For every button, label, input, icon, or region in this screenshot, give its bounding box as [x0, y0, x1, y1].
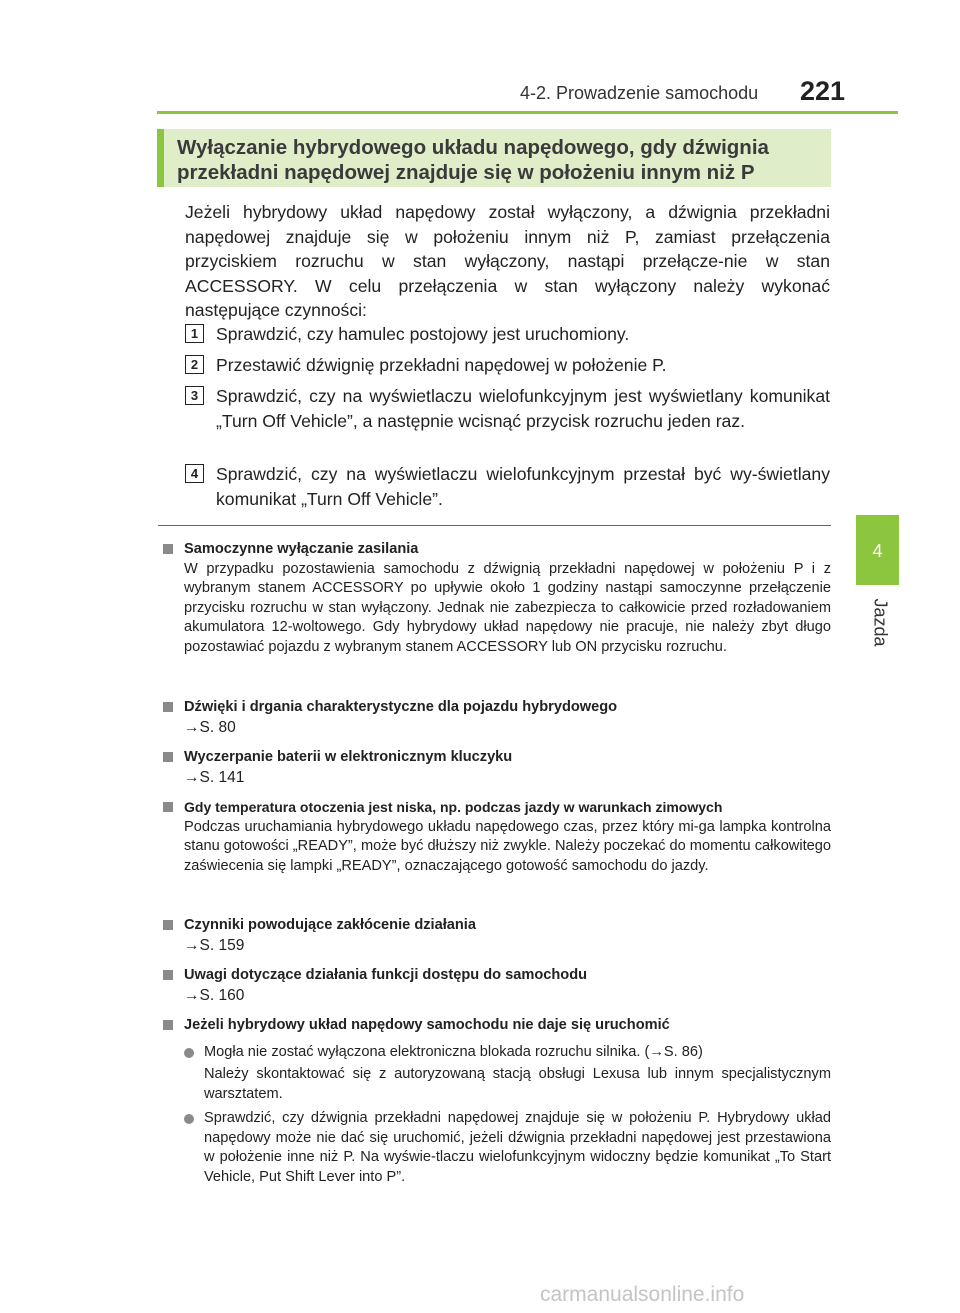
sub-bullet-text: Sprawdzić, czy dźwignia przekładni napędowej znajduje się w położeniu P. Hybrydowy układ napędowy może nie dać się uruchomić, jeżeli dźwignia przekładni napędowej jest przestawiona w położenie inne niż P. Na wyświe-tlaczu wielofunkcyjnym widoczny będzie komunikat „To Start Vehicle, Put Shift Lever into P”. [204, 1110, 831, 1185]
note-auto-power-off [158, 540, 831, 657]
note-heading-text: Samoczynne wyłączanie zasilania [184, 541, 419, 557]
section-heading: Wyłączanie hybrydowego układu napędowego, gdy dźwignia przekładni napędowej znajduje się w położeniu innym niż P [177, 136, 769, 184]
section-title: 4-2. Prowadzenie samochodu [520, 83, 759, 103]
chapter-label-text: Jazda [870, 598, 891, 647]
note-heading [158, 1016, 831, 1036]
sub-bullet-immobilizer [158, 1043, 831, 1063]
step-text: Sprawdzić, czy hamulec postojowy jest uruchomiony. [216, 324, 630, 344]
step-text: Sprawdzić, czy na wyświetlaczu wielofunkcyjnym przestał być wy-świetlany komunikat „Turn Off Vehicle”. [216, 464, 830, 509]
note-heading [158, 798, 831, 818]
note-heading-text: Uwagi dotyczące działania funkcji dostępu do samochodu [184, 967, 588, 983]
page-reference: →S. 159 [184, 936, 245, 954]
note-body: Podczas uruchamiania hybrydowego układu napędowego czas, przez który mi-ga lampka kontrolna stanu gotowości „READY”, może być dłuższy niż zwykle. Należy poczekać do momentu całkowitego zaświecenia się lampki „READY”, oznaczającego gotowość samochodu do jazdy. [184, 818, 831, 874]
note-heading-text: Gdy temperatura otoczenia jest niska, np. podczas jazdy w warunkach zimowych [184, 799, 723, 815]
chapter-tab [856, 515, 899, 585]
step-number: 1 [185, 324, 204, 343]
note-body: W przypadku pozostawienia samochodu z dźwignią przekładni napędowej w położeniu P i z wybranym stanem ACCESSORY po upływie około 1 godziny nastąpi samoczynne przełączenie przycisku rozruchu w stan wyłączony. Jednak nie zabezpiecza to całkowicie przed rozładowaniem akumulatora 12-woltowego. Gdy hybrydowy układ napędowy nie pracuje, nie należy zbyt długo pozostawiać pojazdu z wybranym stanem ACCESSORY lub ON przycisku rozruchu. [184, 560, 831, 655]
square-bullet-icon [163, 920, 173, 930]
note-wont-start [158, 1016, 831, 1187]
note-hybrid-sounds [158, 698, 831, 737]
chapter-label [868, 592, 891, 652]
note-heading-text: Dźwięki i drgania charakterystyczne dla pojazdu hybrydowego [184, 699, 618, 715]
note-heading [158, 748, 831, 768]
step-number: 3 [185, 386, 204, 405]
note-key-battery [158, 748, 831, 787]
intro-paragraph: Jeżeli hybrydowy układ napędowy został wyłączony, a dźwignia przekładni napędowej znajduje się w położeniu innym niż P, zamiast przełączenia przyciskiem rozruchu w stan wyłączony, nastąpi przełącze-nie w stan ACCESSORY. W celu przełączenia w stan wyłączony należy wykonać następujące czynności: [185, 202, 830, 320]
note-heading [158, 540, 831, 560]
section-divider [158, 525, 831, 526]
step-text: Przestawić dźwignię przekładni napędowej w położenie P. [216, 355, 667, 375]
header-rule [157, 111, 898, 114]
note-heading-text: Czynniki powodujące zakłócenie działania [184, 917, 476, 933]
watermark: carmanualsonline.info [540, 1283, 745, 1306]
square-bullet-icon [163, 1020, 173, 1030]
step-1 [185, 322, 830, 347]
round-bullet-icon [184, 1048, 194, 1058]
note-access-function [158, 966, 831, 1005]
note-heading-text: Wyczerpanie baterii w elektronicznym kluczyku [184, 749, 513, 765]
square-bullet-icon [163, 802, 173, 812]
note-low-temperature [158, 798, 831, 876]
note-interference [158, 916, 831, 955]
section-heading-box [157, 129, 831, 187]
step-number: 2 [185, 355, 204, 374]
page-reference: →S. 160 [184, 986, 245, 1004]
sub-bullet-followup: Należy skontaktować się z autoryzowaną stacją obsługi Lexusa lub innym specjalistycznym warsztatem. [204, 1066, 831, 1102]
step-text: Sprawdzić, czy na wyświetlaczu wielofunkcyjnym jest wyświetlany komunikat „Turn Off Vehicle”, a następnie wcisnąć przycisk rozruchu jeden raz. [216, 386, 830, 431]
step-number: 4 [185, 464, 204, 483]
square-bullet-icon [163, 702, 173, 712]
page-number: 221 [800, 76, 846, 106]
page-reference: →S. 80 [184, 718, 236, 736]
round-bullet-icon [184, 1114, 194, 1124]
chapter-number: 4 [872, 541, 883, 561]
heading-accent-bar [157, 129, 164, 187]
step-2 [185, 353, 830, 378]
step-3 [185, 384, 830, 433]
square-bullet-icon [163, 752, 173, 762]
square-bullet-icon [163, 970, 173, 980]
sub-bullet-shift-lever [158, 1109, 831, 1187]
note-heading [158, 698, 831, 718]
note-heading-text: Jeżeli hybrydowy układ napędowy samochodu nie daje się uruchomić [184, 1017, 670, 1033]
sub-bullet-text: Mogła nie zostać wyłączona elektroniczna blokada rozruchu silnika. (→S. 86) [204, 1043, 703, 1060]
page-reference: →S. 141 [184, 768, 245, 786]
square-bullet-icon [163, 544, 173, 554]
note-heading [158, 966, 831, 986]
step-4 [185, 462, 830, 511]
note-heading [158, 916, 831, 936]
